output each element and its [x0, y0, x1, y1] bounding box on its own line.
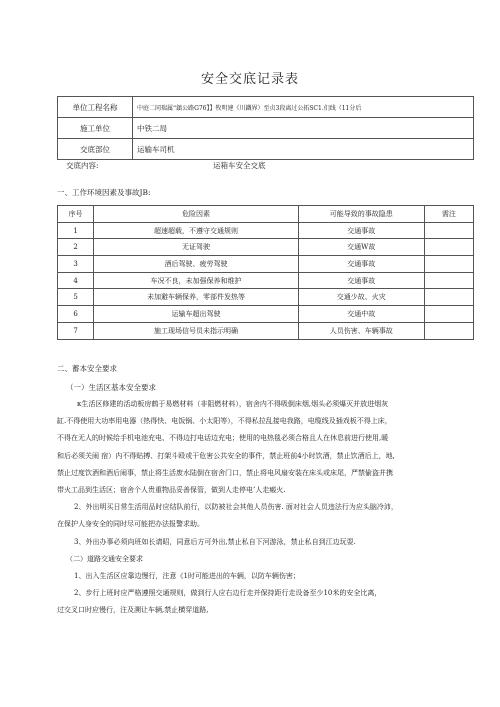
document-title: 安全交底记录表 — [200, 72, 299, 87]
subsection-heading: （一）生活区基本安全要求 — [66, 383, 156, 392]
hazard-cell: 1 — [58, 222, 94, 239]
hazard-header: 危险因素 — [94, 206, 299, 223]
hazard-cell — [424, 272, 473, 289]
section2-heading: 二、蓄本安全要求 — [57, 364, 117, 373]
hazard-row — [58, 256, 474, 273]
section1-heading: 一、工作环境因素及事故JB: — [57, 188, 151, 197]
hazard-header-row — [58, 206, 474, 223]
hazard-cell: 7 — [58, 322, 94, 339]
hazard-cell: 未加避车辆保养，零部件发热等 — [94, 289, 299, 306]
info-value: 中庭二同瑞属“鎮公路G76】】牧明建《川鐵界）至贞3段离过公拓SC1.们线（11分后 — [133, 97, 474, 118]
info-label: 交底部位 — [58, 139, 133, 160]
hazard-cell: 人员伤害、车辆事故 — [298, 322, 424, 339]
paragraph-line: 带火工品到生活区；宿舍个人贵重物品妥善保管，做到人走停电’人走瘢火. — [57, 486, 286, 495]
hazard-cell: 2 — [58, 239, 94, 256]
info-row — [58, 97, 474, 118]
hazard-header: 序号 — [58, 206, 94, 223]
paragraph-line: 过交叉口时应慢行，注及溯让车辆,禁止横穿道路, — [57, 606, 209, 615]
hazard-cell — [424, 239, 473, 256]
hazard-cell — [424, 256, 473, 273]
hazard-header: 可能导致的事故隐患 — [298, 206, 424, 223]
info-value: 中铁二局 — [133, 118, 474, 139]
hazard-cell: 施工现场信号员未指示明确 — [94, 322, 299, 339]
hazard-cell: 交通中故 — [298, 306, 424, 323]
info-table — [57, 96, 474, 160]
hazard-cell: 车况不良，未加强保养和维护 — [94, 272, 299, 289]
paragraph-line: 在保护人身安全的同时尽可能把办法报警求助。 — [57, 520, 204, 529]
hazard-cell: 交通W故 — [298, 239, 424, 256]
paragraph-line: 2、外出明买日常生活用品时应结队前行，以防被社会其他人员伤害. 面对社会人员违法行为应头脑冷沛， — [74, 503, 398, 512]
info-value: 运输车司机 — [133, 139, 474, 160]
hazard-header: 需注 — [424, 206, 473, 223]
paragraph-line: 2、步行上班时应严格遵照交通规则，做到行人应右边行走并保持距行走设备至少10米的安全比离， — [74, 589, 382, 598]
hazard-cell: 交通事故 — [298, 222, 424, 239]
info-label: 施工单位 — [58, 118, 133, 139]
hazard-cell: 交通少故、火灾 — [298, 289, 424, 306]
info-row — [58, 118, 474, 139]
hazard-cell: 酒后驾驶、疲劳驾驶 — [94, 256, 299, 273]
hazard-row — [58, 239, 474, 256]
hazard-cell: 3 — [58, 256, 94, 273]
content-label: 交底内容: — [66, 161, 99, 170]
hazard-row — [58, 306, 474, 323]
info-label: 单位工程名称 — [58, 97, 133, 118]
hazard-table — [57, 205, 474, 340]
paragraph-line: 3、外出办事必须向班如长请昭，同意后方可外出,禁止私自下河游泳，禁止私自到江边玩耍. — [74, 537, 356, 546]
paragraph-line: 缸.不得使用大功率用电器（热得快、电饭锅、小太阳等），不得私拉乱接电我路，电缆线及插戏板不得上床， — [57, 417, 392, 426]
paragraph-line: 1、出入生活区应靠边慢行，注意《1时可能进出的车辆，以防车辆伤害； — [74, 572, 300, 581]
hazard-cell: 超速超载，不遵守交通规则 — [94, 222, 299, 239]
hazard-row — [58, 322, 474, 339]
paragraph-line: 和后必须关闹 宿）内不得贴搏、打架斗殴或干危害公共安全的事件，禁止班前4小时饮酒，禁止饮酒后上，地, — [57, 451, 395, 460]
hazard-cell — [424, 222, 473, 239]
hazard-row — [58, 289, 474, 306]
paragraph-line: κ生活区修建的活动板房鹤于易燃材料（非阻燃材料），宿舍内不得吸倒床烟,烟头必须爆灭并放进烟灰 — [77, 400, 389, 408]
paragraph-line: 禁止过度饮酒和酒后闹事，禁止将生活废水陆倒在宿舍门口，禁止将电风扇安装在床头或床尾，严禁偷盗并携 — [57, 468, 393, 477]
hazard-cell: 交通事故 — [298, 272, 424, 289]
hazard-cell — [424, 306, 473, 323]
hazard-cell: 交通事故 — [298, 256, 424, 273]
rules-paragraph — [57, 396, 477, 620]
hazard-cell: 无证驾驶 — [94, 239, 299, 256]
subsection-heading: （二）道路交通安全要求 — [66, 554, 143, 563]
hazard-cell: 4 — [58, 272, 94, 289]
hazard-cell: 6 — [58, 306, 94, 323]
info-row — [58, 139, 474, 160]
hazard-row — [58, 272, 474, 289]
content-value: 运箱车安全交底 — [213, 161, 266, 170]
hazard-cell — [424, 289, 473, 306]
paragraph-line: 不得在无人的时候给手机电池充电、不得边打电话边充电；使用的电热毯必须合格且人在休息前进行使用,暖 — [57, 434, 389, 443]
hazard-cell — [424, 322, 473, 339]
hazard-cell: 5 — [58, 289, 94, 306]
hazard-cell: 运输车超出驾驶 — [94, 306, 299, 323]
hazard-row — [58, 222, 474, 239]
